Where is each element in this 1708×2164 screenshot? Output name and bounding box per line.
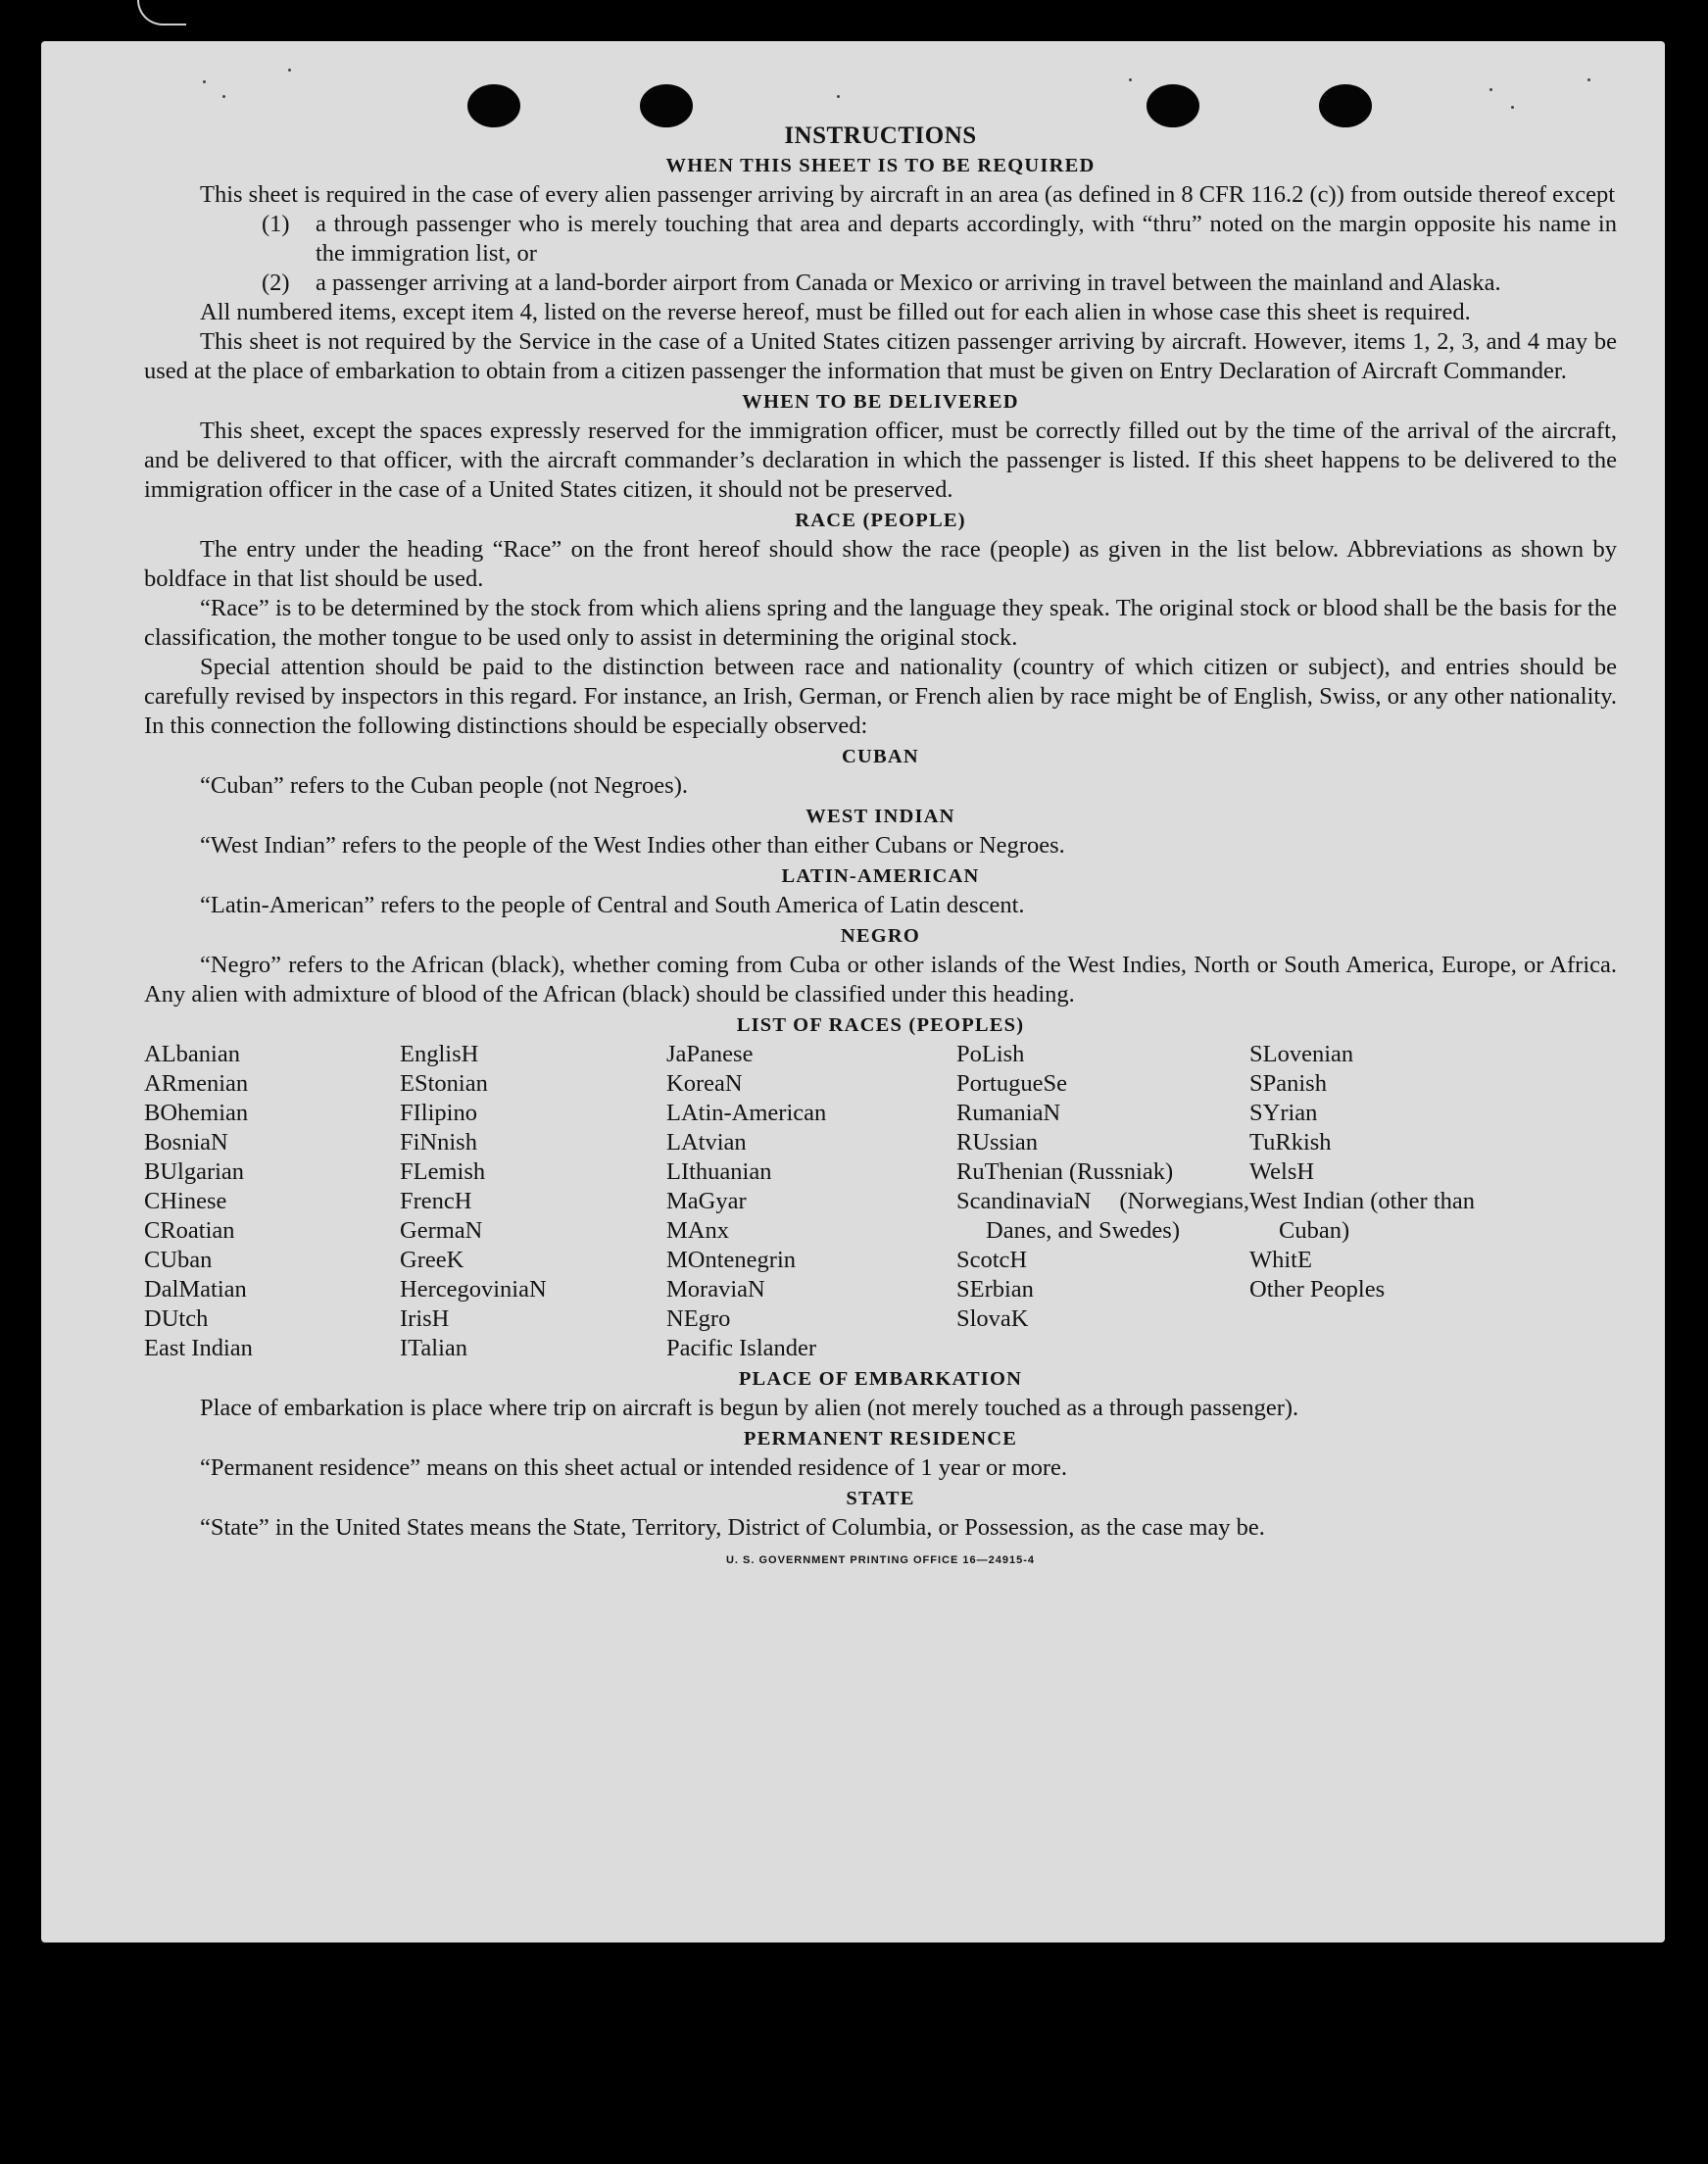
race-item: CHinese (144, 1188, 227, 1214)
speck (203, 80, 206, 83)
race-item: PoLish (956, 1041, 1025, 1067)
speck (222, 95, 225, 98)
race-column-4 (956, 1040, 1249, 1363)
race-item: BosniaN (144, 1129, 228, 1156)
race-list (144, 1040, 1617, 1363)
exception-list (144, 210, 1617, 298)
race-item: FiNnish (400, 1129, 477, 1156)
item-text: a through passenger who is merely touching that area and departs accordingly, with “thru” noted on the margin opposite his name in the immigration list, or (316, 211, 1617, 267)
race-item: SlovaK (956, 1305, 1029, 1332)
race-item: RUssian (956, 1129, 1039, 1156)
race-item: MaGyar (666, 1188, 747, 1214)
race-column-5 (1249, 1040, 1524, 1363)
race-item: ALbanian (144, 1041, 240, 1067)
race-item: KoreaN (666, 1070, 743, 1097)
race-item: RumaniaN (956, 1100, 1061, 1126)
race-item: RuThenian (Russniak) (956, 1158, 1174, 1185)
race-item: Pacific Islander (666, 1335, 817, 1361)
race-item: LAtvian (666, 1129, 747, 1156)
race-item: MAnx (666, 1217, 729, 1244)
race-item: LIthuanian (666, 1158, 772, 1185)
race-item: PortugueSe (956, 1070, 1067, 1097)
race-item: GermaN (400, 1217, 483, 1244)
race-item: CUban (144, 1247, 213, 1273)
race-item: SErbian (956, 1276, 1034, 1303)
heading-latin-american: LATIN-AMERICAN (781, 865, 980, 887)
instructions-content (144, 123, 1617, 1566)
race-item: NEgro (666, 1305, 731, 1332)
race-item: Other Peoples (1249, 1276, 1386, 1303)
heading-state: STATE (846, 1488, 915, 1509)
heading-place-of-embarkation: PLACE OF EMBARKATION (738, 1368, 1023, 1390)
race-item: LAtin-American (666, 1100, 827, 1126)
race-item: DUtch (144, 1305, 209, 1332)
paragraph-race-nationality: Special attention should be paid to the distinction between race and nationality (country of which citizen or subject), and entries should be carefully revised by inspectors in this regard. For instance, an Irish, German, or French alien by race might be of English, Swiss, or any other nationality. In this connection the following distinctions should be especially observed: (144, 654, 1617, 739)
page-title: INSTRUCTIONS (784, 123, 977, 149)
printing-office-footer: U. S. GOVERNMENT PRINTING OFFICE 16—24915-4 (725, 1554, 1035, 1566)
speck (1511, 106, 1514, 109)
race-item: IrisH (400, 1305, 450, 1332)
race-column-3 (666, 1040, 956, 1363)
race-item: FIlipino (400, 1100, 477, 1126)
speck (1587, 78, 1590, 81)
race-item: BUlgarian (144, 1158, 245, 1185)
speck (837, 95, 840, 98)
race-item: DalMatian (144, 1276, 247, 1303)
paragraph-negro: “Negro” refers to the African (black), whether coming from Cuba or other islands of the West Indies, North or South America, Europe, or Africa. Any alien with admixture of blood of the African (black) should be classified under this heading. (144, 952, 1617, 1008)
item-number: (2) (262, 270, 290, 296)
race-item: FrencH (400, 1188, 472, 1214)
punch-hole (640, 84, 693, 127)
heading-race: RACE (PEOPLE) (795, 510, 966, 531)
heading-cuban: CUBAN (842, 746, 919, 767)
heading-west-indian: WEST INDIAN (805, 806, 955, 827)
paragraph-embarkation: Place of embarkation is place where trip on aircraft is begun by alien (not merely touched as a through passenger). (200, 1395, 1299, 1421)
race-item: ITalian (400, 1335, 468, 1361)
exception-item (144, 269, 1617, 298)
race-column-2 (400, 1040, 666, 1363)
race-item: SLovenian (1249, 1041, 1354, 1067)
paragraph-latin-american: “Latin-American” refers to the people of Central and South America of Latin descent. (200, 892, 1025, 918)
speck (1129, 78, 1132, 81)
race-item: ScotcH (956, 1247, 1028, 1273)
item-text: a passenger arriving at a land-border airport from Canada or Mexico or arriving in travel between the mainland and Alaska. (316, 270, 1501, 296)
paragraph-residence: “Permanent residence” means on this sheet actual or intended residence of 1 year or more. (200, 1454, 1068, 1481)
race-item: HercegoviniaN (400, 1276, 547, 1303)
speck (288, 69, 291, 72)
paragraph-race-stock: “Race” is to be determined by the stock from which aliens spring and the language they speak. The original stock or blood shall be the basis for the classification, the mother tongue to be used only to assist in determining the original stock. (144, 595, 1617, 651)
heading-permanent-residence: PERMANENT RESIDENCE (743, 1428, 1018, 1450)
heading-when-required: WHEN THIS SHEET IS TO BE REQUIRED (665, 155, 1096, 176)
punch-hole (1147, 84, 1199, 127)
punch-hole (467, 84, 520, 127)
item-number: (1) (262, 211, 290, 237)
race-item: SPanish (1249, 1070, 1327, 1097)
race-column-1 (144, 1040, 400, 1363)
heading-negro: NEGRO (840, 925, 921, 947)
heading-when-delivered: WHEN TO BE DELIVERED (742, 391, 1019, 413)
paragraph-numbered-items: All numbered items, except item 4, listed on the reverse hereof, must be filled out for each alien in whose case this sheet is required. (200, 299, 1471, 325)
race-item: TuRkish (1249, 1129, 1332, 1156)
paragraph-state: “State” in the United States means the State, Territory, District of Columbia, or Possession, as the case may be. (200, 1514, 1265, 1541)
race-item: EnglisH (400, 1041, 479, 1067)
race-item: WhitE (1249, 1247, 1312, 1273)
race-item: GreeK (400, 1247, 464, 1273)
race-item: FLemish (400, 1158, 486, 1185)
race-item: CRoatian (144, 1217, 235, 1244)
heading-list-of-races: LIST OF RACES (PEOPLES) (736, 1014, 1025, 1036)
paragraph-intro: This sheet is required in the case of every alien passenger arriving by aircraft in an area (as defined in 8 CFR 116.2 (c)) from outside thereof except (200, 181, 1616, 208)
race-item: BOhemian (144, 1100, 249, 1126)
paragraph-cuban: “Cuban” refers to the Cuban people (not Negroes). (200, 772, 688, 799)
paragraph-west-indian: “West Indian” refers to the people of the West Indies other than either Cubans or Negroes. (200, 832, 1065, 859)
speck (1489, 88, 1492, 91)
exception-item (144, 210, 1617, 269)
punch-hole (1319, 84, 1372, 127)
race-item: East Indian (144, 1335, 253, 1361)
corner-mark (137, 0, 186, 25)
race-item: JaPanese (666, 1041, 754, 1067)
race-item: WelsH (1249, 1158, 1315, 1185)
race-item: MoraviaN (666, 1276, 765, 1303)
paragraph-race-entry: The entry under the heading “Race” on the front hereof should show the race (people) as given in the list below. Abbreviations as shown by boldface in that list should be used. (144, 536, 1617, 592)
paragraph-delivery: This sheet, except the spaces expressly reserved for the immigration officer, must be correctly filled out by the time of the arrival of the aircraft, and be delivered to that officer, with the aircraft commander’s declaration in which the passenger is listed. If this sheet happens to be delivered to the immigration officer in the case of a United States citizen, it should not be preserved. (144, 418, 1617, 503)
race-item: SYrian (1249, 1100, 1318, 1126)
document-page (41, 41, 1665, 1943)
paragraph-citizen: This sheet is not required by the Service in the case of a United States citizen passenger arriving by aircraft. However, items 1, 2, 3, and 4 may be used at the place of embarkation to obtain from a citizen passenger the information that must be given on Entry Declaration of Aircraft Commander. (144, 328, 1617, 384)
race-item: MOntenegrin (666, 1247, 796, 1273)
race-item: ScandinaviaN (Norwegians, Danes, and Swedes) (956, 1188, 1249, 1244)
race-item: ARmenian (144, 1070, 249, 1097)
race-item: West Indian (other than Cuban) (1249, 1188, 1476, 1244)
race-item: EStonian (400, 1070, 488, 1097)
